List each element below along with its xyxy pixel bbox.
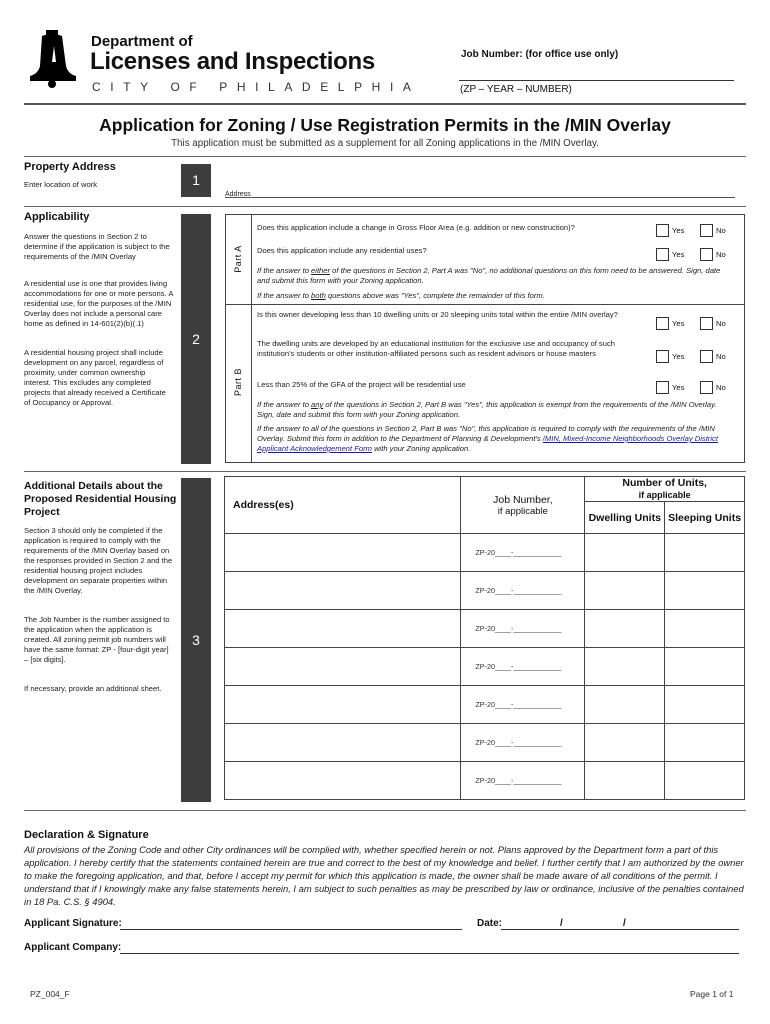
table-row <box>225 610 745 648</box>
dwelling-cell[interactable] <box>585 572 665 610</box>
part-b-question-2: The dwelling units are developed by an educational institution for the exclusive use and occupancy of such institution's students or other institution-affiliated persons such as resident advisors or house masters <box>257 339 615 358</box>
address-cell[interactable] <box>225 724 461 762</box>
table-row <box>225 724 745 762</box>
section3-heading: Additional Details about the Proposed Residential Housing Project <box>24 480 177 518</box>
part-a-question-2: Does this application include any residential uses? <box>257 246 427 255</box>
part-b-note-2: If the answer to all of the questions in Section 2, Part B was "No", this application is required to comply with the requirements of the /MIN Overlay. Submit this form in addition to the Department of Planning & Development's /MIN, Mixed-Income Neighborhoods Overlay District Applicant Acknowledgement Form with your Zoning application. <box>257 424 718 453</box>
page-subtitle: This application must be submitted as a supplement for all Zoning applications in the /MIN Overlay. <box>171 138 599 149</box>
job-number-cell[interactable]: ZP-20____-____________ <box>461 686 585 724</box>
part-b-note-1: If the answer to any of the questions in Section 2, Part B was "Yes", this application is exempt from the requirements of the /MIN Overlay. Sign, date and submit this form with your Zoning application. <box>257 400 717 419</box>
date-separator-2: / <box>623 918 626 929</box>
department-name: Licenses and Inspections <box>90 48 375 75</box>
job-number-cell[interactable]: ZP-20____-____________ <box>461 762 585 800</box>
department-line: Department of <box>91 33 193 50</box>
bell-logo-icon <box>24 26 84 88</box>
section2-text-1: Answer the questions in Section 2 to determine if the application is subject to the requirements of the /MIN Overlay <box>24 232 170 261</box>
address-cell[interactable] <box>225 610 461 648</box>
checkbox-icon[interactable] <box>700 248 713 261</box>
dwelling-cell[interactable] <box>585 648 665 686</box>
part-a-question-1: Does this application include a change in Gross Floor Area (e.g. addition or new construction)? <box>257 223 575 232</box>
part-b-q3-no[interactable]: No <box>700 381 726 394</box>
part-a-q2-no[interactable]: No <box>700 248 726 261</box>
part-a-note-2: If the answer to both questions above was "Yes", complete the remainder of this form. <box>257 291 545 300</box>
dwelling-cell[interactable] <box>585 762 665 800</box>
sleeping-cell[interactable] <box>665 572 745 610</box>
checkbox-icon[interactable] <box>656 224 669 237</box>
signature-field[interactable] <box>120 929 462 930</box>
address-cell[interactable] <box>225 648 461 686</box>
part-b-question-3: Less than 25% of the GFA of the project will be residential use <box>257 380 466 389</box>
address-cell[interactable] <box>225 686 461 724</box>
table-row <box>225 572 745 610</box>
job-number-cell[interactable]: ZP-20____-____________ <box>461 572 585 610</box>
section1-instruction: Enter location of work <box>24 180 98 189</box>
part-b-q3-yes[interactable]: Yes <box>656 381 684 394</box>
part-b-label: Part B <box>233 368 243 397</box>
city-line: CITY OF PHILADELPHIA <box>92 80 421 94</box>
checkbox-icon[interactable] <box>700 224 713 237</box>
company-label: Applicant Company: <box>24 942 122 953</box>
sleeping-cell[interactable] <box>665 534 745 572</box>
date-label: Date: <box>477 918 503 929</box>
address-cell[interactable] <box>225 762 461 800</box>
job-number-label: Job Number: (for office use only) <box>461 49 619 60</box>
checkbox-icon[interactable] <box>656 381 669 394</box>
part-label-divider <box>251 214 252 463</box>
address-label: Address <box>225 191 251 198</box>
section2-text-2: A residential use is one that provides living accommodations for one or more persons. A residential use, for the purposes of the /MIN Overlay does not include a personal care home as defined in 14-601(2)(b)(.1) <box>24 279 173 328</box>
part-a-q2-yes[interactable]: Yes <box>656 248 684 261</box>
dwelling-cell[interactable] <box>585 686 665 724</box>
part-b-q2-yes[interactable]: Yes <box>656 350 684 363</box>
table-row <box>225 762 745 800</box>
job-number-cell[interactable]: ZP-20____-____________ <box>461 648 585 686</box>
date-field[interactable] <box>501 929 739 930</box>
job-number-cell[interactable]: ZP-20____-____________ <box>461 724 585 762</box>
sleeping-cell[interactable] <box>665 610 745 648</box>
section2-top-rule <box>24 206 746 207</box>
col-number-of-units: Number of Units, if applicable <box>585 477 745 502</box>
section3-text-2: The Job Number is the number assigned to the application when the application is created. All zoning permit job numbers will have the same format: ZP - [four-digit year] – [six digits]. <box>24 615 170 664</box>
checkbox-icon[interactable] <box>656 317 669 330</box>
page-number: Page 1 of 1 <box>690 989 734 999</box>
header-divider <box>24 103 746 105</box>
part-a-label: Part A <box>233 245 243 273</box>
dwelling-cell[interactable] <box>585 610 665 648</box>
col-job-number: Job Number, if applicable <box>461 477 585 534</box>
part-b-q1-no[interactable]: No <box>700 317 726 330</box>
section3-text-3: If necessary, provide an additional sheet. <box>24 684 162 693</box>
part-b-question-1: Is this owner developing less than 10 dwelling units or 20 sleeping units total within the entire /MIN overlay? <box>257 310 618 319</box>
declaration-heading: Declaration & Signature <box>24 829 149 841</box>
min-acknowledgement-form-link[interactable]: /MIN, Mixed-Income Neighborhoods Overlay District Applicant Acknowledgement Form <box>257 434 718 453</box>
part-divider <box>225 304 745 305</box>
section2-text-3: A residential housing project shall include development on any parcel, regardless of proximity, under common ownership interest. This excludes any completed projects that already received a Certificate of Occupancy or Approval. <box>24 348 166 407</box>
checkbox-icon[interactable] <box>656 248 669 261</box>
section1-heading: Property Address <box>24 161 116 173</box>
col-dwelling-units: Dwelling Units <box>585 502 665 534</box>
col-sleeping-units: Sleeping Units <box>665 502 745 534</box>
part-a-q1-no[interactable]: No <box>700 224 726 237</box>
job-number-format: (ZP – YEAR – NUMBER) <box>460 84 572 95</box>
signature-label: Applicant Signature: <box>24 918 122 929</box>
form-id: PZ_004_F <box>30 989 70 999</box>
section1-number: 1 <box>181 164 211 197</box>
checkbox-icon[interactable] <box>700 317 713 330</box>
section2-number: 2 <box>181 214 211 464</box>
job-number-cell[interactable]: ZP-20____-____________ <box>461 534 585 572</box>
declaration-top-rule <box>24 810 746 811</box>
part-b-q2-no[interactable]: No <box>700 350 726 363</box>
table-row <box>225 534 745 572</box>
table-row <box>225 648 745 686</box>
section2-heading: Applicability <box>24 211 90 223</box>
col-address: Address(es) <box>225 477 461 534</box>
section1-top-rule <box>24 156 746 157</box>
part-a-q1-yes[interactable]: Yes <box>656 224 684 237</box>
units-table <box>224 476 745 800</box>
dwelling-cell[interactable] <box>585 724 665 762</box>
company-field[interactable] <box>120 953 739 954</box>
address-cell[interactable] <box>225 534 461 572</box>
section3-text-1: Section 3 should only be completed if the application is required to comply with the requirements of the /MIN Overlay based on the responses provided in Section 2 and the residential housing project includes development on separate properties within the /MIN Overlay. <box>24 526 173 595</box>
dwelling-cell[interactable] <box>585 534 665 572</box>
sleeping-cell[interactable] <box>665 724 745 762</box>
date-separator-1: / <box>560 918 563 929</box>
page-title: Application for Zoning / Use Registration Permits in the /MIN Overlay <box>99 115 671 135</box>
checkbox-icon[interactable] <box>700 381 713 394</box>
checkbox-icon[interactable] <box>656 350 669 363</box>
job-number-field[interactable] <box>459 80 734 81</box>
address-input[interactable] <box>225 197 735 198</box>
section3-top-rule <box>24 471 746 472</box>
sleeping-cell[interactable] <box>665 686 745 724</box>
table-row <box>225 686 745 724</box>
declaration-text: All provisions of the Zoning Code and other City ordinances will be complied with, whether specified herein or not. Plans approved by the Department form a part of this application. I hereby certify that the statements contained herein are true and correct to the best of my knowledge and belief. I further certify that I am authorized by the owner to make the foregoing application, and that, before I accept my permit for which this application is made, the owner shall be made aware of all conditions of the permit. I understand that if I knowingly make any false statements herein, I am subject to such penalties as may be prescribed by law or ordinance, inclusive of the penalties contained in 18 Pa. C.S. § 4904. <box>24 844 744 907</box>
job-number-cell[interactable]: ZP-20____-____________ <box>461 610 585 648</box>
part-a-note-1: If the answer to either of the questions in Section 2, Part A was "No", no additional questions on this form need to be answered. Sign, date and submit this form with your Zoning application. <box>257 266 721 285</box>
section3-number: 3 <box>181 478 211 802</box>
checkbox-icon[interactable] <box>700 350 713 363</box>
part-b-q1-yes[interactable]: Yes <box>656 317 684 330</box>
sleeping-cell[interactable] <box>665 648 745 686</box>
sleeping-cell[interactable] <box>665 762 745 800</box>
address-cell[interactable] <box>225 572 461 610</box>
